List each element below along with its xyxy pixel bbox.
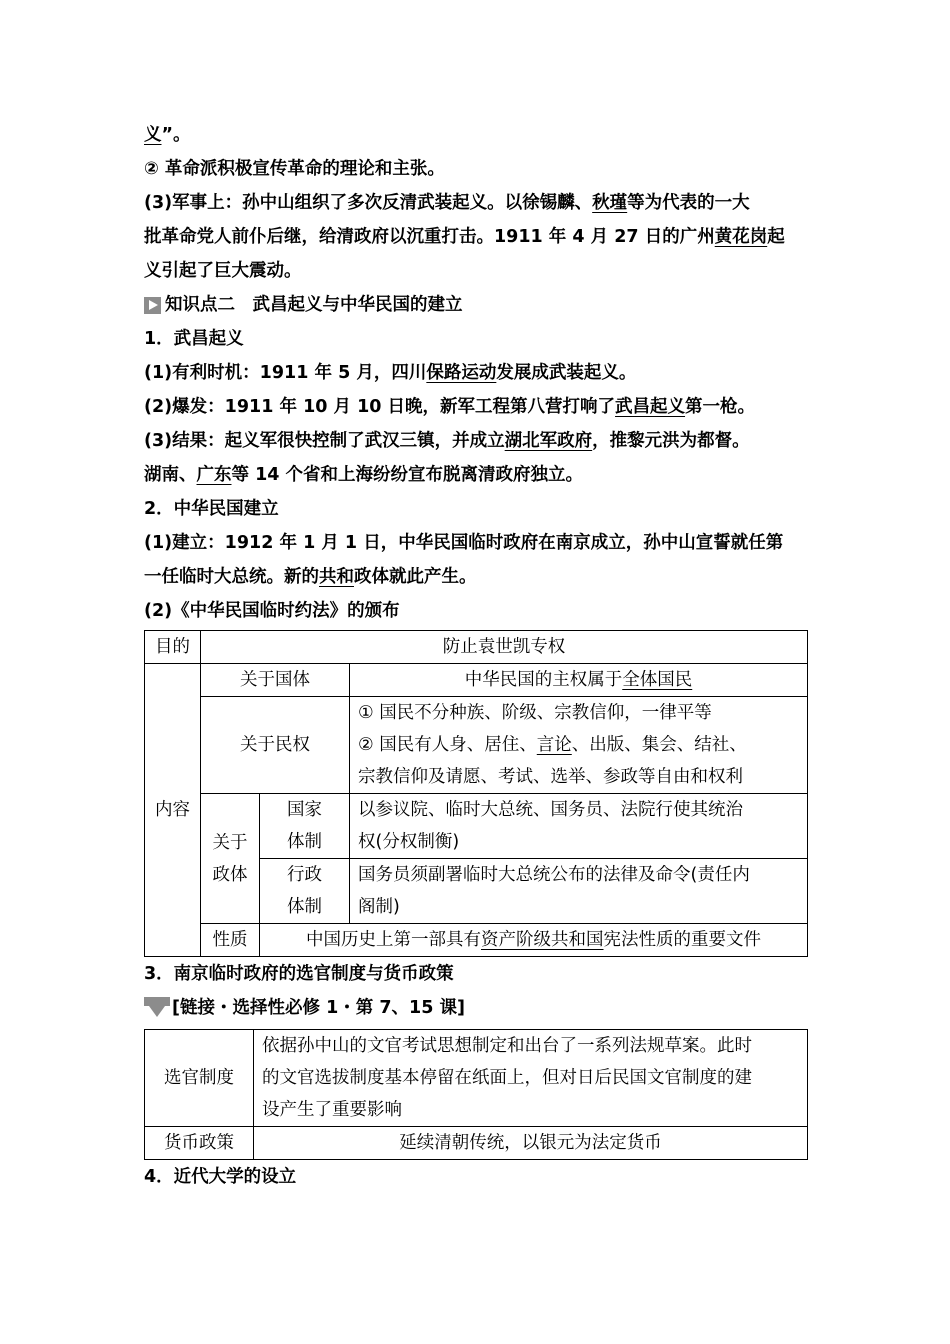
play-icon <box>144 297 161 314</box>
cell-xingzheng-label: 行政 体制 <box>260 859 350 924</box>
paragraph: 一任临时大总统。新的共和政体就此产生。 <box>144 567 477 587</box>
officials-currency-table <box>144 1029 808 1160</box>
intro-line-1: 义”。 <box>144 125 191 145</box>
cell-nature-label: 性质 <box>201 924 260 957</box>
subheading-wuchang: 1．武昌起义 <box>144 329 244 349</box>
intro-line-3: (3)军事上：孙中山组织了多次反清武装起义。以徐锡麟、秋瑾等为代表的一大 <box>144 193 750 213</box>
cell-guojia-value: 以参议院、临时大总统、国务员、法院行使其统治 权(分权制衡) <box>350 794 808 859</box>
cell-guoti-label: 关于国体 <box>201 664 350 697</box>
section-heading <box>144 288 808 322</box>
paragraph: 湖南、广东等 14 个省和上海纷纷宣布脱离清政府独立。 <box>144 465 584 485</box>
subheading-university: 4．近代大学的设立 <box>144 1167 297 1187</box>
subheading-roc: 2．中华民国建立 <box>144 499 279 519</box>
underlined-term: 共和 <box>319 567 354 587</box>
intro-line-5: 义引起了巨大震动。 <box>144 261 302 281</box>
cell-official-value: 依据孙中山的文官考试思想制定和出台了一系列法规草案。此时 的文官选拔制度基本停留在纸面上，但对日后民国文官制度的建 设产生了重要影响 <box>254 1030 808 1127</box>
underlined-term: 黄花岗 <box>714 227 768 247</box>
cell-official-label: 选官制度 <box>145 1030 254 1127</box>
cell-guojia-label: 国家 体制 <box>260 794 350 859</box>
paragraph: (1)建立：1912 年 1 月 1 日，中华民国临时政府在南京成立，孙中山宣誓就任第 <box>144 533 784 553</box>
underlined-term: 言论 <box>536 735 572 755</box>
underlined-term: 广东 <box>196 465 232 485</box>
link-reference: [链接・选择性必修 1・第 7、15 课] <box>144 991 808 1025</box>
underlined-term: 湖北军政府 <box>504 431 593 451</box>
subheading-nanjing: 3．南京临时政府的选官制度与货币政策 <box>144 964 454 984</box>
cell-content-label: 内容 <box>145 664 201 957</box>
underlined-term: 全体国民 <box>622 670 693 690</box>
paragraph: (1)有利时机：1911 年 5 月，四川保路运动发展成武装起义。 <box>144 363 637 383</box>
provisional-constitution-table <box>144 630 808 957</box>
cell-minquan-label: 关于民权 <box>201 697 350 794</box>
paragraph: (3)结果：起义军很快控制了武汉三镇，并成立湖北军政府，推黎元洪为都督。 <box>144 431 750 451</box>
paragraph: (2)爆发：1911 年 10 月 10 日晚，新军工程第八营打响了武昌起义第一枪。 <box>144 397 756 417</box>
underlined-term: 资产阶级共和国 <box>481 930 604 950</box>
underlined-term: 秋瑾 <box>592 193 628 213</box>
cell-guoti-value: 中华民国的主权属于全体国民 <box>350 664 808 697</box>
underlined-term: 武昌起义 <box>615 397 686 417</box>
underlined-term: 义 <box>144 125 162 145</box>
cell-purpose-label: 目的 <box>145 631 201 664</box>
underlined-term: 保路运动 <box>426 363 497 383</box>
intro-line-2: ② 革命派积极宣传革命的理论和主张。 <box>144 159 445 179</box>
down-arrow-icon <box>144 997 170 1019</box>
cell-currency-label: 货币政策 <box>145 1127 254 1160</box>
cell-xingzheng-value: 国务员须副署临时大总统公布的法律及命令(责任内 阁制) <box>350 859 808 924</box>
cell-nature-value: 中国历史上第一部具有资产阶级共和国宪法性质的重要文件 <box>260 924 808 957</box>
paragraph: (2)《中华民国临时约法》的颁布 <box>144 601 400 621</box>
cell-zhengti-label: 关于 政体 <box>201 794 260 924</box>
cell-currency-value: 延续清朝传统，以银元为法定货币 <box>254 1127 808 1160</box>
document-page <box>144 118 808 1194</box>
section-title: 知识点二 武昌起义与中华民国的建立 <box>165 295 463 315</box>
cell-minquan-value: ① 国民不分种族、阶级、宗教信仰，一律平等 ② 国民有人身、居住、言论、出版、集会、结社、 宗教信仰及请愿、考试、选举、参政等自由和权利 <box>350 697 808 794</box>
intro-line-4: 批革命党人前仆后继，给清政府以沉重打击。1911 年 4 月 27 日的广州黄花岗起 <box>144 227 785 247</box>
cell-purpose-value: 防止袁世凯专权 <box>201 631 808 664</box>
